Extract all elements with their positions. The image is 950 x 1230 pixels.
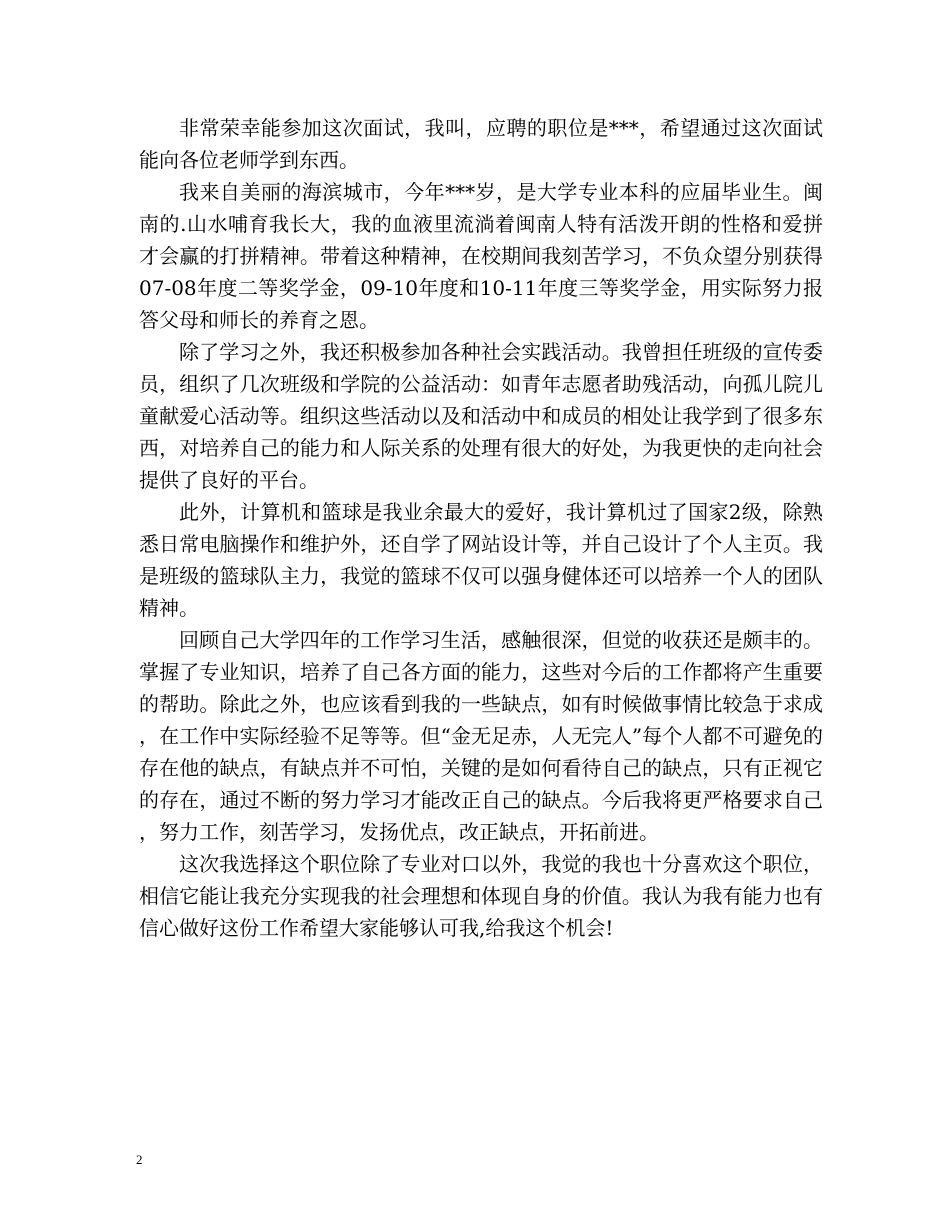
paragraph-closing: 这次我选择这个职位除了专业对口以外，我觉的我也十分喜欢这个职位，相信它能让我充分实现我的社会理想和体现自身的价值。我认为我有能力也有信心做好这份工作希望大家能够认可我,给我这个机会! xyxy=(139,852,823,940)
paragraph-intro: 非常荣幸能参加这次面试，我叫，应聘的职位是***，希望通过这次面试能向各位老师学到东西。 xyxy=(139,116,823,172)
body-text xyxy=(139,112,823,944)
paragraph-activities: 除了学习之外，我还积极参加各种社会实践活动。我曾担任班级的宣传委员，组织了几次班级和学院的公益活动：如青年志愿者助残活动，向孤儿院儿童献爱心活动等。组织这些活动以及和活动中和成员的相处让我学到了很多东西，对培养自己的能力和人际关系的处理有很大的好处，为我更快的走向社会提供了良好的平台。 xyxy=(139,340,823,492)
page-number: 2 xyxy=(136,1152,143,1167)
paragraph-hobbies: 此外，计算机和篮球是我业余最大的爱好，我计算机过了国家2级，除熟悉日常电脑操作和维护外，还自学了网站设计等，并自己设计了个人主页。我是班级的篮球队主力，我觉的篮球不仅可以强身健体还可以培养一个人的团队精神。 xyxy=(139,500,823,620)
paragraph-reflection: 回顾自己大学四年的工作学习生活，感触很深，但觉的收获还是颇丰的。掌握了专业知识，培养了自己各方面的能力，这些对今后的工作都将产生重要的帮助。除此之外，也应该看到我的一些缺点，如有时候做事情比较急于求成，在工作中实际经验不足等等。但“金无足赤，人无完人”每个人都不可避免的存在他的缺点，有缺点并不可怕，关键的是如何看待自己的缺点，只有正视它的存在，通过不断的努力学习才能改正自己的缺点。今后我将更严格要求自己，努力工作，刻苦学习，发扬优点，改正缺点，开拓前进。 xyxy=(139,628,823,844)
paragraph-background: 我来自美丽的海滨城市，今年***岁，是大学专业本科的应届毕业生。闽南的.山水哺育我长大，我的血液里流淌着闽南人特有活泼开朗的性格和爱拼才会赢的打拼精神。带着这种精神，在校期间我刻苦学习，不负众望分别获得07-08年度二等奖学金，09-10年度和10-11年度三等奖学金，用实际努力报答父母和师长的养育之恩。 xyxy=(139,180,823,332)
